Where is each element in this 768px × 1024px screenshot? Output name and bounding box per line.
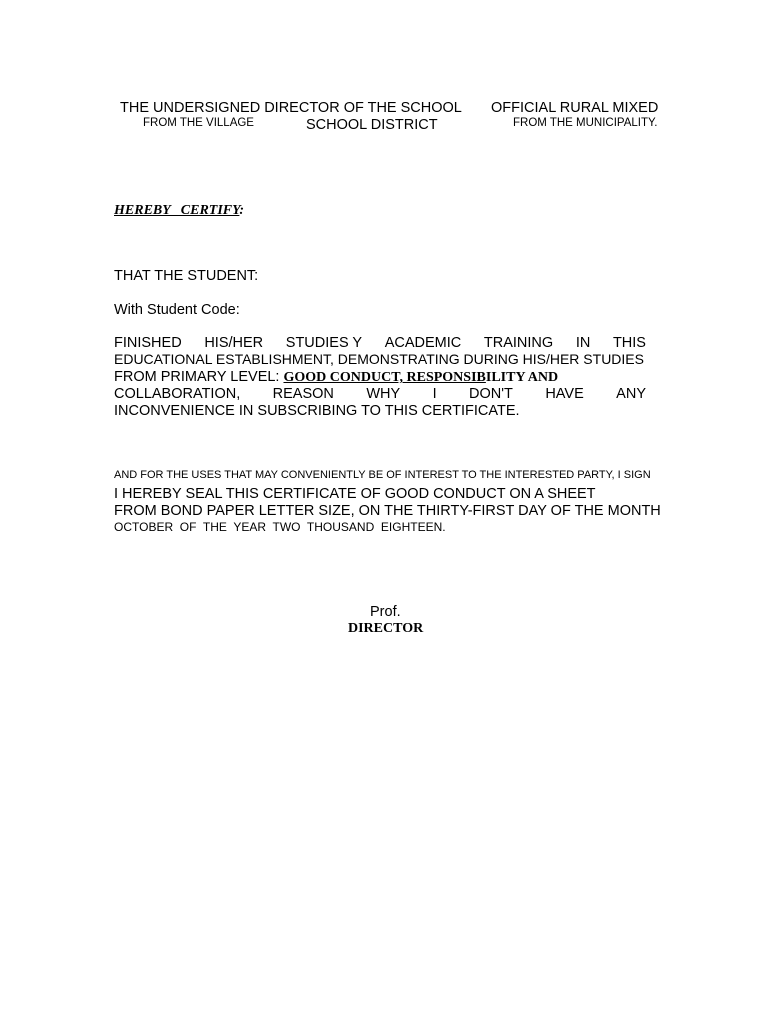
word: IN (575, 335, 591, 351)
word: I (432, 386, 437, 402)
word: THIS (612, 335, 646, 351)
signature-role: DIRECTOR (348, 621, 424, 636)
word: HIS/HER (204, 335, 264, 351)
word: REASON (272, 386, 334, 402)
certify-colon: : (239, 203, 245, 218)
certify-label: HEREBY CERTIFY (114, 203, 240, 218)
word: STUDIES Y (285, 335, 363, 351)
good-conduct-underlined: GOOD CONDUCT, RESPONSIB (283, 370, 486, 385)
paragraph1-line1 (114, 335, 646, 351)
good-conduct-rest: ILITY AND (485, 370, 559, 385)
header-line2-center: SCHOOL DISTRICT (306, 117, 438, 133)
word: FINISHED (114, 335, 182, 351)
word: TRAINING (483, 335, 554, 351)
word: WHY (366, 386, 401, 402)
paragraph1-line3 (114, 369, 558, 386)
paragraph2-line1: AND FOR THE USES THAT MAY CONVENIENTLY BE OF INTEREST TO THE INTERESTED PARTY, I SIGN (114, 469, 651, 481)
paragraph2-line2: I HEREBY SEAL THIS CERTIFICATE OF GOOD CONDUCT ON A SHEET (114, 486, 596, 502)
paragraph2-line4: OCTOBER OF THE YEAR TWO THOUSAND EIGHTEEN. (114, 520, 446, 534)
header-line1-right: OFFICIAL RURAL MIXED (491, 100, 659, 116)
word: ACADEMIC (384, 335, 462, 351)
word: HAVE (545, 386, 584, 402)
student-line: THAT THE STUDENT: (114, 268, 259, 284)
paragraph1-line5: INCONVENIENCE IN SUBSCRIBING TO THIS CERTIFICATE. (114, 403, 520, 419)
word: DON'T (469, 386, 513, 402)
header-line1-left: THE UNDERSIGNED DIRECTOR OF THE SCHOOL (120, 100, 462, 116)
student-code-line: With Student Code: (114, 302, 240, 318)
word: COLLABORATION, (114, 386, 241, 402)
header-line2-right: FROM THE MUNICIPALITY. (513, 117, 658, 129)
certify-heading (114, 201, 244, 219)
header-line2-left: FROM THE VILLAGE (143, 117, 254, 129)
paragraph2-line3: FROM BOND PAPER LETTER SIZE, ON THE THIRTY-FIRST DAY OF THE MONTH (114, 503, 661, 519)
signature-title: Prof. (370, 604, 401, 620)
paragraph1-line2: EDUCATIONAL ESTABLISHMENT, DEMONSTRATING DURING HIS/HER STUDIES (114, 351, 644, 367)
paragraph1-line3-prefix: FROM PRIMARY LEVEL: (114, 369, 284, 385)
paragraph1-line4 (114, 386, 646, 402)
word: ANY (616, 386, 646, 402)
